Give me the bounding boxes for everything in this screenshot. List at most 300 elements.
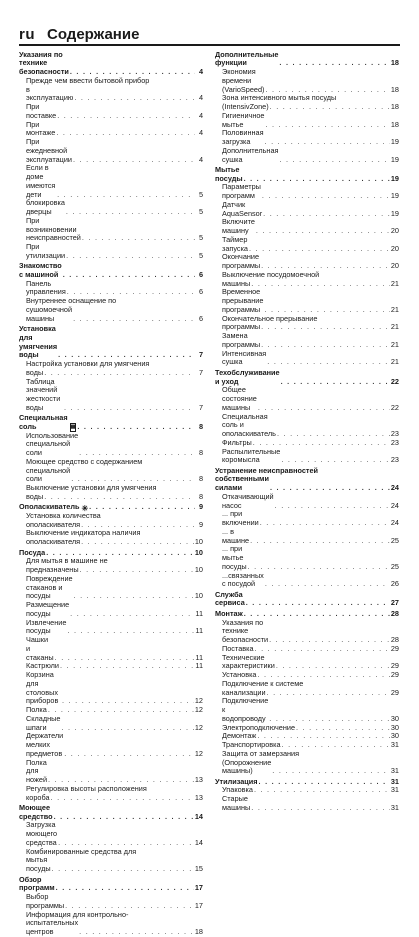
toc-entry-title: Использование специальной соли [26,430,79,458]
toc-section-title-line: Устранение неисправностей [215,465,319,475]
leader-dots [74,94,195,103]
toc-entry-title: Поставка [222,643,254,653]
toc-entry[interactable] [215,528,399,546]
toc-entry-title: сушомоечной машины [26,304,73,323]
toc-entry-title: машины [222,278,251,288]
toc-entry-title-line: Комбинированные средства для [26,846,137,856]
toc-section-title: Специальная соль [19,413,68,431]
page-number: 10 [194,537,203,547]
toc-section-title: Служба сервиса [215,589,245,608]
page-number: 24 [390,518,399,528]
toc-entry-title: ...связанных с посудой [222,570,264,589]
page-number: 24 [390,500,399,510]
page-number: 10 [194,547,203,557]
toc-entry-title-line: Моющее средство с содержанием [26,456,143,466]
toc-entry[interactable] [215,645,399,654]
page-number: 12 [194,705,203,715]
page-number: 31 [390,766,399,776]
toc-entry-title: При монтаже [26,119,56,138]
leader-dots [81,538,194,547]
toc-entry-title: специальной соли [26,465,71,484]
leader-dots [80,566,194,575]
toc-entry-title: воды [26,367,44,377]
toc-entry[interactable] [215,572,399,590]
toc-entry-title: ... при включении [222,509,259,528]
leader-dots [77,423,195,432]
toc-entry[interactable] [215,448,399,466]
toc-section[interactable] [215,475,399,493]
toc-section-title: Дополнительные функции [215,49,279,68]
leader-dots [275,502,390,511]
toc-entry[interactable] [215,350,399,368]
leader-dots [67,627,194,636]
page-number: 30 [390,713,399,723]
toc-entry[interactable] [19,467,203,485]
toc-entry[interactable] [215,218,399,236]
page-number: 11 [195,652,203,662]
leader-dots [258,671,390,680]
page-number: 11 [195,626,203,636]
toc-entry[interactable] [19,732,203,758]
leader-dots [48,706,194,715]
page-number: 18 [194,927,203,936]
toc-section-title: Указания по технике безопасности [19,49,69,77]
page-number: 29 [390,661,399,671]
toc-entry[interactable] [215,68,399,94]
toc-entry[interactable] [19,893,203,911]
toc-entry-title: Транспортировка [222,740,281,750]
leader-dots [270,484,390,493]
toc-entry[interactable] [215,741,399,750]
page-number: 25 [390,535,399,545]
toc-section[interactable] [19,325,203,360]
toc-entry-title-line: Внутреннее оснащение по [26,296,117,306]
toc-entry-title: Повреждение стаканов и посуды [26,573,73,601]
page-number: 18 [390,119,399,129]
leader-dots [265,580,390,589]
toc-entry-title: программы [222,322,261,332]
leader-dots [62,697,194,706]
page-number: 12 [194,696,203,706]
page-number: 31 [390,785,399,795]
leader-dots [82,234,195,243]
toc-entry[interactable] [215,201,399,219]
page-number: 17 [194,900,203,910]
toc-entry[interactable] [215,671,399,680]
toc-entry-title: При ежедневной эксплуатации [26,137,72,164]
toc-entry[interactable] [215,413,399,439]
page-number: 27 [390,598,399,608]
toc-entry-title: в эксплуатацию [26,84,74,103]
leader-dots [277,430,390,439]
leader-dots [246,599,390,608]
toc-entry[interactable] [19,636,203,662]
toc-section[interactable] [19,51,203,77]
page-number: 21 [390,278,399,288]
leader-dots [260,519,390,528]
page-number: 29 [390,687,399,697]
toc-entry-title-line: Выключение индикатора наличия [26,528,141,538]
page-number: 30 [390,722,399,732]
toc-entry[interactable] [19,86,203,104]
page-number: 23 [390,455,399,465]
page-number: 23 [390,429,399,439]
toc-entry-title: Держатели мелких предметов [26,731,64,758]
leader-dots [259,778,390,787]
toc-section[interactable] [215,610,399,619]
toc-entry-title-line: Подключение к системе [222,678,304,688]
page-number: 28 [390,608,399,618]
leader-dots [79,928,194,937]
page-number: 24 [390,483,399,493]
toc-entry-title: Если в доме имеются дети [26,163,56,199]
leader-dots [66,208,195,217]
toc-entry[interactable] [19,493,203,502]
leader-dots [64,404,195,413]
page-title: Содержание [47,26,140,43]
toc-section-title: Утилизация [215,776,258,786]
toc-entry-title: Гигиеничное мытье [222,110,265,129]
toc-entry-title: Таймер запуска [222,234,248,253]
toc-entry-title: Складные шпаги [26,713,61,732]
leader-dots [251,280,390,289]
toc-entry[interactable] [215,493,399,511]
page-number: 22 [390,402,399,412]
leader-dots [255,645,390,654]
page-number: 15 [194,864,203,874]
toc-entry[interactable] [215,332,399,350]
leader-dots [55,654,195,663]
toc-entry[interactable] [19,138,203,164]
page-number: 19 [390,154,399,164]
page-number: 29 [390,670,399,680]
leader-dots [51,794,194,803]
toc-section-title: Знакомство с машиной [19,261,62,279]
language-code: ru [19,26,35,43]
toc-entry-title: Подключение к водопроводу [222,696,269,723]
toc-entry-title: Кастрюли [26,661,60,671]
page-number: 6 [198,287,203,297]
page-number: 11 [195,661,203,671]
page-number: 13 [194,775,203,785]
toc-entry-title: короба [26,792,50,802]
page-number: 13 [194,792,203,802]
toc-entry-title: Откачивающий насос [222,491,274,510]
page-number: 7 [198,402,203,412]
toc-entry-title: Интенсивная сушка [222,348,267,367]
leader-dots [74,592,194,601]
leader-dots [73,156,195,165]
leader-dots [244,610,390,619]
toc-entry[interactable] [19,199,203,217]
toc-entry[interactable] [215,795,399,813]
toc-entry[interactable] [19,103,203,121]
toc-section-title: Установка для умягчения воды [19,324,58,360]
toc-entry[interactable] [19,715,203,733]
page-number: 26 [390,579,399,589]
page-number: 19 [390,208,399,218]
page-number: 21 [390,339,399,349]
toc-entry[interactable] [215,236,399,254]
toc-entry[interactable] [19,378,203,413]
toc-section-title: Монтаж [215,608,243,618]
toc-entry[interactable] [19,619,203,637]
toc-entry[interactable] [215,288,399,314]
toc-entry-title: Чашки и стаканы [26,635,54,662]
toc-entry[interactable] [215,732,399,741]
toc-entry-title-line: Регулировка высоты расположения [26,783,147,793]
leader-dots [261,323,390,332]
page-number: 6 [198,269,203,279]
toc-section[interactable] [215,778,399,787]
toc-entry[interactable] [19,759,203,785]
page-number: 19 [390,191,399,201]
toc-entry[interactable] [19,306,203,324]
toc-entry[interactable] [215,697,399,723]
page-number: 4 [198,128,203,138]
toc-section[interactable] [215,51,399,69]
page-number: 4 [198,93,203,103]
page-number: 22 [390,376,399,386]
toc-entry-title: Таблица значений жесткости воды [26,376,61,412]
page-number: 9 [198,519,203,529]
page-number: 12 [194,748,203,758]
toc-entry[interactable] [215,759,399,777]
toc-entry-title: Параметры программ [222,182,261,201]
leader-dots [70,610,194,619]
toc-entry-title: предназначены [26,565,79,575]
toc-section[interactable] [19,262,203,280]
toc-section[interactable] [215,369,399,387]
page-number: 18 [390,84,399,94]
toc-entry[interactable] [215,545,399,571]
toc-entry-title-line: Зона интенсивного мытья посуды [222,93,337,103]
toc-entry-title: воды [26,491,44,501]
page-number: 14 [194,811,203,821]
toc-entry-title: Общее состояние машины [222,385,257,412]
leader-dots [73,315,195,324]
toc-entry[interactable] [19,821,203,847]
leader-dots [258,404,390,413]
toc-section-title: Моющее средство [19,802,53,821]
leader-dots [269,636,390,645]
toc-entry-title: Замена программы [222,331,261,349]
leader-dots [267,358,390,367]
page-number: 21 [390,357,399,367]
toc-section-title: Мытье посуды [215,164,243,183]
toc-section[interactable] [19,804,203,822]
toc-entry-title: Электроподключение [222,722,296,732]
toc-entry-title: ополаскивателя [26,537,81,547]
toc-entry[interactable] [215,147,399,165]
page-number: 9 [198,502,203,512]
toc-entry-title: Полка [26,705,47,715]
toc-entry[interactable] [19,243,203,261]
toc-entry[interactable] [215,510,399,528]
leader-dots [269,715,390,724]
leader-dots [263,210,390,219]
leader-dots [58,839,194,848]
page-number: 8 [198,474,203,484]
toc-entry-title-line: Настройка установки для умягчения [26,359,150,369]
page-number: 8 [198,491,203,501]
toc-entry-title: Полка для ножей [26,757,48,785]
toc-entry-title: Упаковка [222,785,253,795]
toc-entry[interactable] [215,253,399,271]
toc-entry-title: Технические характеристики [222,652,275,671]
page-number: 8 [198,448,203,458]
page-number: 31 [390,802,399,812]
toc-entry-title: мытья посуды [26,855,51,874]
toc-entry[interactable] [215,786,399,795]
leader-dots [61,724,193,733]
leader-dots [44,493,195,502]
leader-dots [60,662,194,671]
leader-dots [282,741,390,750]
toc-entry[interactable] [215,112,399,130]
page-number: 23 [390,437,399,447]
toc-entry-title-line: Информация для контрольно- [26,909,129,919]
toc-entry-title: Корзина для столовых приборов [26,670,59,706]
leader-dots [63,271,195,280]
rinse-aid-icon: ✳ [81,503,89,513]
page-number: 20 [390,243,399,253]
leader-dots [54,813,194,822]
toc-entry-title: Специальная соль и ополаскиватель [222,411,276,439]
toc-entry[interactable] [19,601,203,619]
leader-dots [254,786,390,795]
toc-entry-title: Датчик AquaSensor [222,199,263,218]
page-number: 19 [390,173,399,183]
toc-entry[interactable] [215,724,399,733]
toc-entry[interactable] [19,671,203,706]
page-number: 28 [390,635,399,645]
toc-entry[interactable] [215,619,399,645]
leader-dots [57,191,195,200]
toc-entry-title-line: Окончательное прерывание [222,313,318,323]
toc-entry[interactable] [215,183,399,201]
leader-dots [296,724,390,733]
leader-dots [281,456,390,465]
leader-dots [249,245,390,254]
page-number: 10 [194,591,203,601]
toc-section-title: Обзор программ [19,874,55,893]
leader-dots [272,767,390,776]
toc-entry-title: канализации [222,687,266,697]
toc-entry-title: Демонтаж [222,731,257,741]
leader-dots [251,804,390,813]
leader-dots [256,227,390,236]
toc-section-title: собственными силами [215,474,269,493]
toc-entry[interactable] [215,654,399,672]
toc-entry[interactable] [19,856,203,874]
leader-dots [44,369,195,378]
page-number: 20 [390,261,399,271]
leader-dots [262,192,390,201]
toc-section[interactable] [19,876,203,894]
page-number: 29 [390,643,399,653]
toc-entry[interactable] [19,794,203,803]
page-number: 17 [194,883,203,893]
page-number: 4 [198,67,203,77]
toc-entry[interactable] [19,432,203,458]
page-number: 10 [194,565,203,575]
leader-dots [64,750,194,759]
header-divider [19,44,400,46]
leader-dots [56,129,195,138]
toc-section[interactable] [19,414,203,432]
leader-dots [281,378,390,387]
toc-entry-title: Загрузка моющего средства [26,820,58,847]
toc-section[interactable] [215,166,399,184]
toc-entry[interactable] [215,129,399,147]
toc-entry-title: Окончание программы [222,252,261,271]
page-number: 6 [198,313,203,323]
toc-entry[interactable] [215,386,399,412]
toc-entry[interactable] [19,164,203,199]
toc-entry[interactable] [19,280,203,298]
toc-entry[interactable] [19,575,203,601]
toc-entry-title: Установка [222,670,257,680]
toc-entry[interactable] [19,919,203,937]
page-number: 5 [198,207,203,217]
toc-entry-title: блокировка дверцы [26,198,65,217]
toc-entry-title: При возникновении неисправностей [26,215,81,243]
toc-entry-title: ... при мытье посуды [222,544,247,571]
leader-dots [248,563,390,572]
toc-entry-title: Половинная загрузка [222,128,264,147]
leader-dots [250,537,390,546]
toc-entry[interactable] [19,706,203,715]
toc-entry[interactable] [19,121,203,139]
page-number: 18 [390,58,399,68]
toc-entry-title-line: Защита от замерзания [222,748,300,758]
leader-dots [257,732,390,741]
page-number: 4 [198,154,203,164]
toc-entry-title: Старые машины [222,794,251,812]
leader-dots [267,689,390,698]
page-number: 31 [390,776,399,786]
toc-entry-title: Фильтры [222,437,252,447]
toc-entry-title-line: Для мытья в машине не [26,556,108,566]
page-number: 5 [198,233,203,243]
leader-dots [279,156,389,165]
leader-dots [270,103,390,112]
toc-entry-title: Распылительные коромысла [222,446,281,465]
leader-dots [52,865,194,874]
toc-section[interactable] [215,591,399,609]
toc-entry-title: Включите машину [222,217,255,236]
leader-dots [56,884,194,893]
page-number: 30 [390,731,399,741]
page-number: 14 [194,837,203,847]
toc-entry-title-line: Выключение посудомоечной [222,269,320,279]
page-number: 4 [198,110,203,120]
leader-dots [265,121,389,130]
toc-entry[interactable] [215,689,399,698]
leader-dots [265,138,390,147]
toc-entry[interactable] [19,662,203,671]
page-number: 19 [390,137,399,147]
toc-entry-title: Временное прерывание программы [222,287,264,314]
toc-section-title: Ополаскиватель [19,502,80,512]
leader-dots [65,902,194,911]
salt-icon: ▦ [70,423,76,430]
toc-entry[interactable] [19,538,203,547]
toc-entry[interactable] [19,217,203,243]
page-number: 8 [198,421,203,431]
leader-dots [89,503,195,512]
